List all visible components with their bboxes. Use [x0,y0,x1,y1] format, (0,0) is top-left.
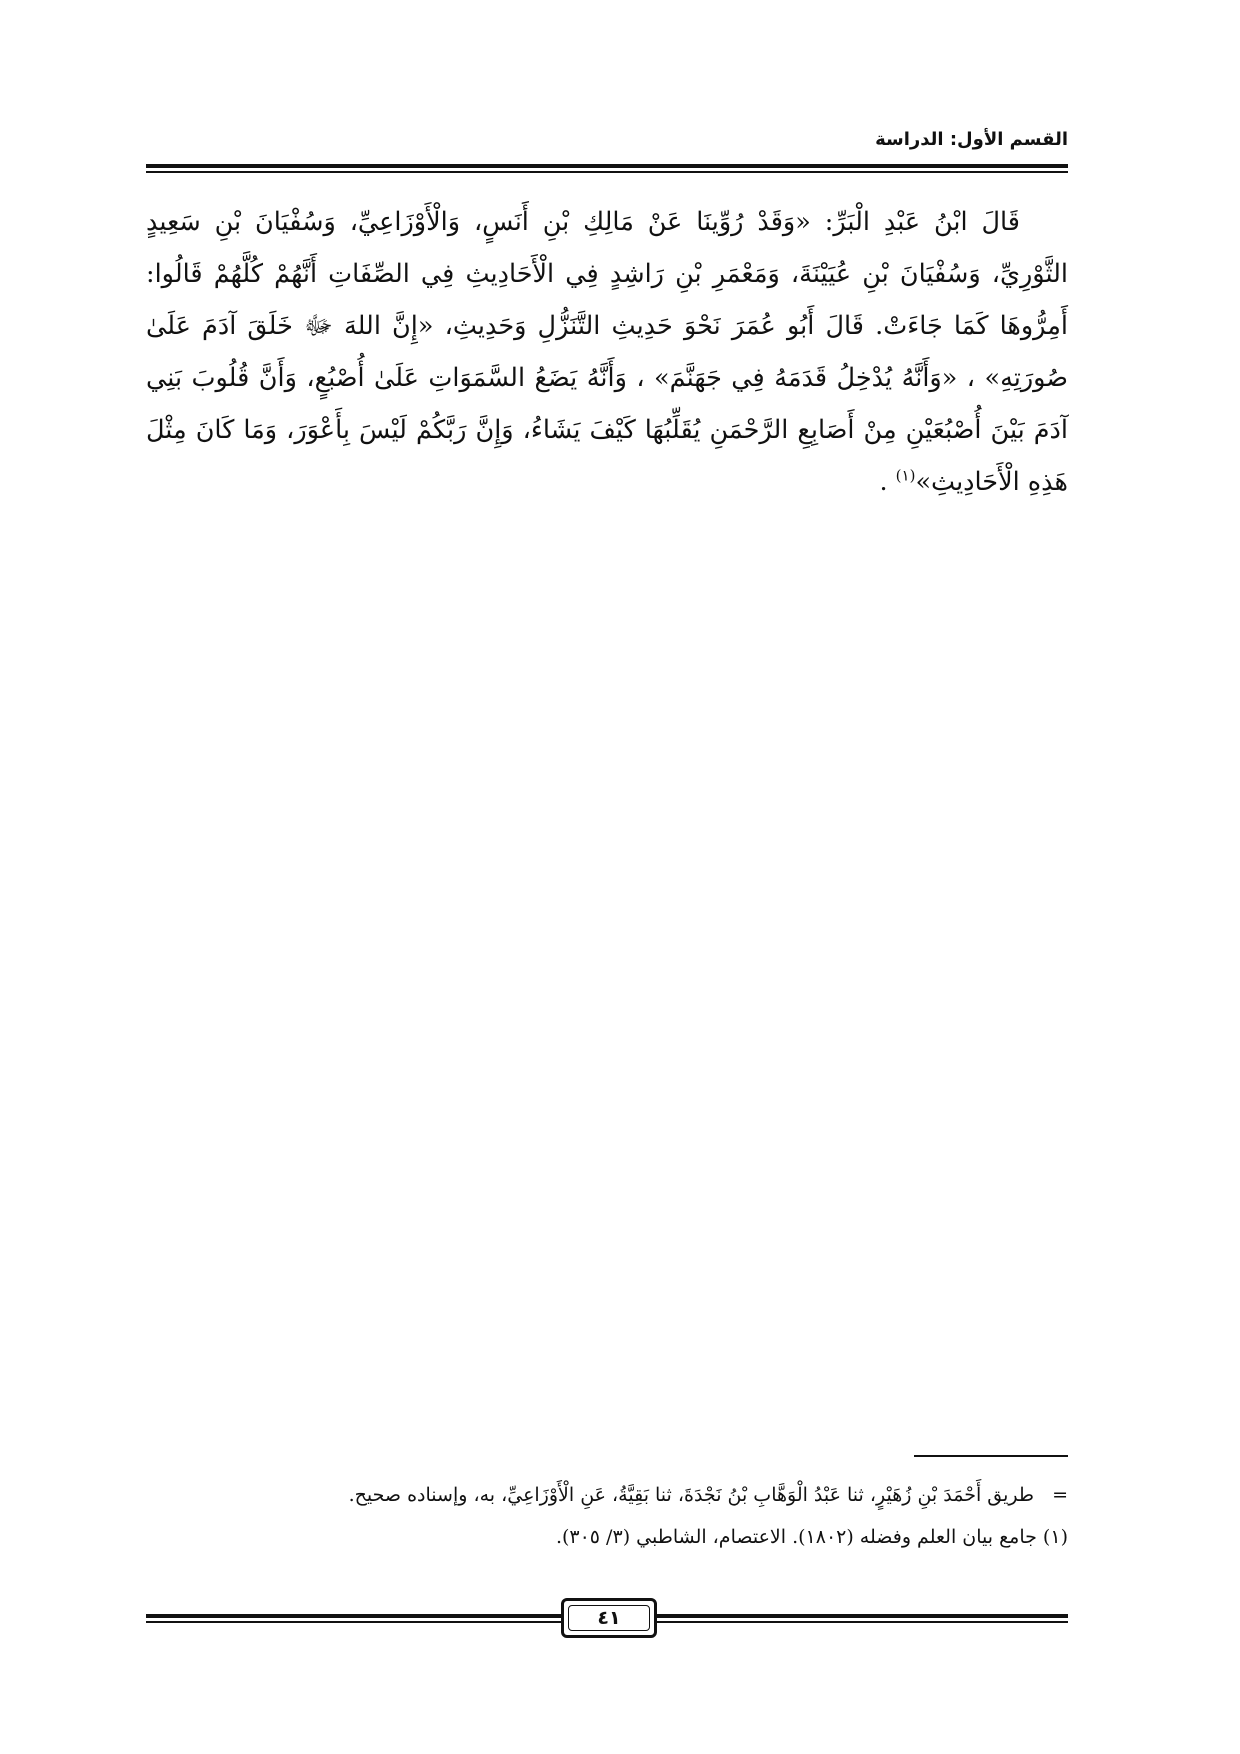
footnote-1: (١) جامع بيان العلم وفضله (١٨٠٢). الاعتصام، الشاطبي (٣/ ٣٠٥). [555,1526,1068,1548]
paragraph-end-punctuation: . [879,467,896,497]
header-rule-thick [146,164,1068,168]
footnote-reference[interactable]: (١) [895,466,916,485]
paragraph-text: قَالَ ابْنُ عَبْدِ الْبَرِّ: «وَقَدْ رُوِّينَا عَنْ مَالِكِ بْنِ أَنَسٍ، وَالْأَوْزَاعِيِّ، وَسُفْيَانَ بْنِ سَعِيدٍ الثَّوْرِيِّ، وَسُفْيَانَ بْنِ عُيَيْنَةَ، وَمَعْمَرِ بْنِ رَاشِدٍ فِي الْأَحَادِيثِ فِي الصِّفَاتِ أَنَّهُمْ كُلَّهُمْ قَالُوا: أَمِرُّوهَا كَمَا جَاءَتْ. قَالَ أَبُو عُمَرَ نَحْوَ حَدِيثِ التَّنَزُّلِ وَحَدِيثِ، «إِنَّ اللهَ ﷻ خَلَقَ آدَمَ عَلَىٰ صُورَتِهِ» ، «وَأَنَّهُ يُدْخِلُ قَدَمَهُ فِي جَهَنَّمَ» ، وَأَنَّهُ يَضَعُ السَّمَوَاتِ عَلَىٰ أُصْبُعٍ، وَأَنَّ قُلُوبَ بَنِي آدَمَ بَيْنَ أُصْبُعَيْنِ مِنْ أَصَابِعِ الرَّحْمَنِ يُقَلِّبُهَا كَيْفَ يَشَاءُ، وَإِنَّ رَبَّكُمْ لَيْسَ بِأَعْوَرَ، وَمَا كَانَ مِثْلَ هَذِهِ الْأَحَادِيثِ» [146,207,1068,497]
page-number: ٤١ [597,1607,621,1629]
running-header: القسم الأول: الدراسة [875,129,1068,150]
body-paragraph [146,196,1068,508]
footnote-separator [914,1455,1068,1457]
header-rule-thin [146,171,1068,173]
footnote-continuation-text: طريق أَحْمَدَ بْنِ زُهَيْرٍ، ثنا عَبْدُ الْوَهَّابِ بْنُ نَجْدَةَ، ثنا بَقِيَّةُ، عَنِ الْأَوْزَاعِيِّ، به، وإسناده صحيح. [348,1484,1034,1506]
footnotes [146,1474,1068,1558]
footnote-continuation [146,1474,1068,1516]
page-number-frame [561,1598,657,1638]
continuation-marker: = [1052,1484,1068,1506]
